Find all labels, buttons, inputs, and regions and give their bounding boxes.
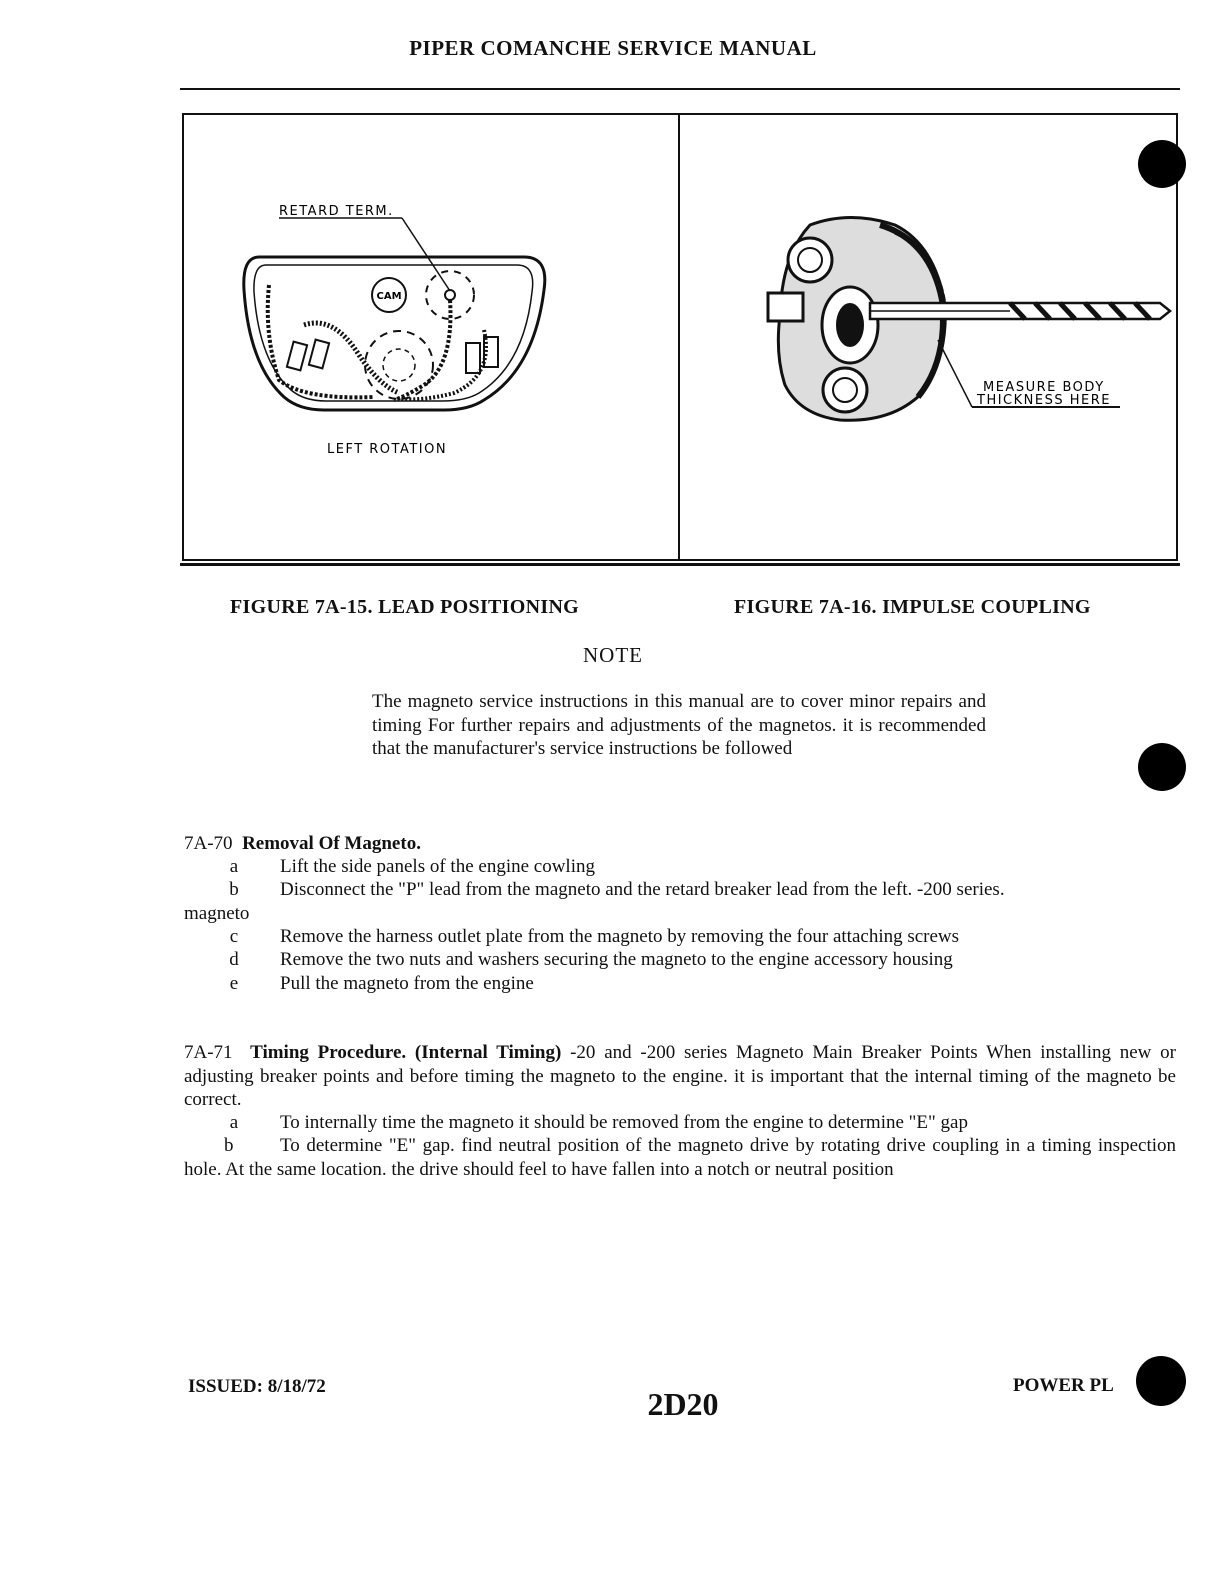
- list-item: [184, 925, 1184, 949]
- list-item: [184, 855, 1184, 879]
- item-letter: d: [229, 949, 239, 970]
- list-item: [184, 878, 1184, 926]
- left-rotation-label: LEFT ROTATION: [327, 442, 448, 457]
- item-letter: c: [229, 926, 239, 947]
- section-title: Removal Of Magneto.: [242, 833, 421, 854]
- lead-positioning-diagram: [184, 115, 676, 559]
- measure-body-label: MEASURE BODY: [983, 380, 1105, 395]
- binder-hole-bottom: [1136, 1356, 1186, 1406]
- list-item: b To determine "E" gap. find neutral position of the magneto drive by rotating drive coupling in a timing inspection hole. At the same location. the drive should feel to have fallen into a notch or neutral position: [184, 1135, 1176, 1180]
- item-text: Remove the harness outlet plate from the magneto by removing the four attaching screws: [280, 926, 960, 947]
- item-text: To determine "E" gap. find neutral position of the magneto drive by rotating drive coupling in a timing inspection hole. At the same location. the drive should feel to have fallen into a notch or neutral position: [184, 1135, 1176, 1180]
- retard-term-label: RETARD TERM.: [279, 204, 394, 219]
- item-text: Remove the two nuts and washers securing the magneto to the engine accessory housing: [280, 949, 953, 970]
- item-letter: e: [229, 973, 239, 994]
- item-letter: a: [229, 856, 239, 877]
- binder-hole-middle: [1138, 743, 1186, 791]
- item-letter: b: [229, 879, 239, 900]
- figure-7a-16-caption: FIGURE 7A-16. IMPULSE COUPLING: [734, 596, 1091, 618]
- section-7a-71-paragraph: [184, 1041, 1176, 1112]
- section-7a-70-heading: [184, 832, 421, 856]
- figure-7a-15-caption: FIGURE 7A-15. LEAD POSITIONING: [230, 596, 580, 618]
- note-body: The magneto service instructions in this manual are to cover minor repairs and timing For further repairs and adjustments of the magnetos. it is recommended that the manufacturer's service instructions be followed: [372, 691, 986, 759]
- section-intro: -20 and -200 series Magneto Main Breaker Points When installing new or adjusting breaker points and before timing the magneto to the engine. it is important that the internal timing of the magneto be correct.: [184, 1042, 1177, 1110]
- section-number: 7A-71: [184, 1042, 233, 1063]
- item-text-continuation: magneto: [184, 903, 250, 924]
- page-header-title: PIPER COMANCHE SERVICE MANUAL: [409, 36, 817, 60]
- item-letter: a: [229, 1112, 239, 1133]
- note-title: NOTE: [583, 643, 643, 667]
- item-text: Pull the magneto from the engine: [280, 973, 534, 994]
- page-number: 2D20: [647, 1386, 719, 1422]
- list-item: [184, 1111, 1184, 1135]
- cam-label: CAM: [376, 291, 402, 302]
- issued-date: ISSUED: 8/18/72: [188, 1376, 326, 1397]
- item-text: Disconnect the "P" lead from the magneto and the retard breaker lead from the left. -200 series.: [280, 879, 1005, 900]
- item-text: To internally time the magneto it should be removed from the engine to determine "E" gap: [280, 1112, 968, 1133]
- binder-hole-top: [1138, 140, 1186, 188]
- item-text: Lift the side panels of the engine cowling: [280, 856, 595, 877]
- section-name: POWER PL: [1013, 1375, 1114, 1396]
- impulse-coupling-diagram: [680, 115, 1176, 559]
- section-number: 7A-70: [184, 833, 233, 854]
- section-title: Timing Procedure. (Internal Timing): [250, 1042, 562, 1063]
- list-item: [184, 972, 1184, 996]
- figure-bottom-rule: [180, 563, 1180, 566]
- header-rule: [180, 88, 1180, 90]
- thickness-here-label: THICKNESS HERE: [977, 393, 1111, 408]
- list-item: [184, 948, 1184, 972]
